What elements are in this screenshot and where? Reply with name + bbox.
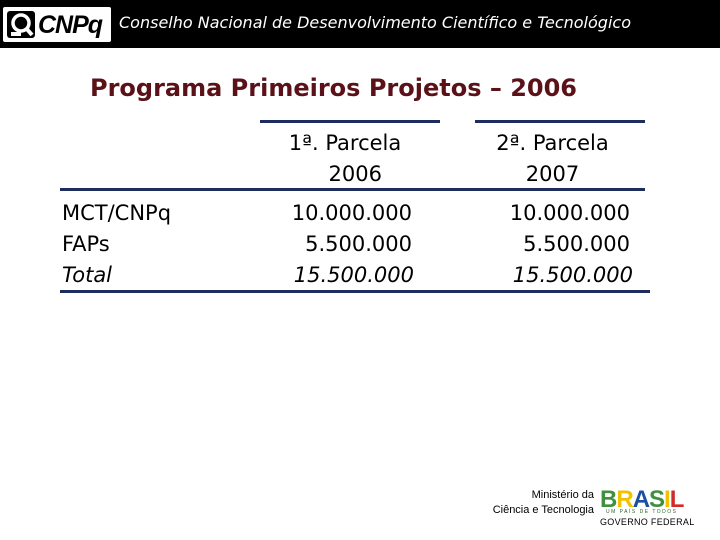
row-label-total: Total: [62, 263, 113, 287]
table-bottom-rule: [60, 290, 650, 293]
row-label-mct-cnpq: MCT/CNPq: [62, 201, 172, 225]
column-header-1-line1: 1ª. Parcela: [288, 131, 402, 155]
column-header-1-line2: 2006: [328, 162, 382, 186]
row-value-faps-col1: 5.500.000: [305, 232, 412, 256]
svg-text:BRASIL: BRASIL: [600, 486, 684, 513]
cnpq-logo-text: CNPq: [38, 11, 103, 39]
table-top-rule-col2: [475, 120, 645, 123]
table-top-rule-col1: [260, 120, 440, 123]
column-header-2-line1: 2ª. Parcela: [496, 131, 609, 155]
row-value-total-col1: 15.500.000: [293, 263, 414, 287]
ministry-label: [440, 488, 594, 518]
row-value-mct-cnpq-col2: 10.000.000: [509, 201, 630, 225]
header-bar: [0, 0, 720, 48]
governo-federal-label: GOVERNO FEDERAL: [600, 517, 695, 527]
ministry-line2: Ciência e Tecnologia: [492, 504, 594, 516]
row-value-total-col2: 15.500.000: [512, 263, 633, 287]
ministry-line1: Ministério da: [531, 489, 594, 501]
cnpq-logo: [3, 7, 111, 42]
row-label-faps: FAPs: [62, 232, 110, 256]
brasil-slogan: UM PAÍS DE TODOS: [606, 509, 678, 515]
column-header-2-line2: 2007: [525, 162, 580, 186]
cnpq-logo-mark-icon: [6, 10, 36, 39]
page-title: Programa Primeiros Projetos – 2006: [90, 74, 577, 102]
row-value-mct-cnpq-col1: 10.000.000: [291, 201, 412, 225]
row-value-faps-col2: 5.500.000: [523, 232, 630, 256]
header-title: Conselho Nacional de Desenvolvimento Científico e Tecnológico: [119, 13, 631, 32]
